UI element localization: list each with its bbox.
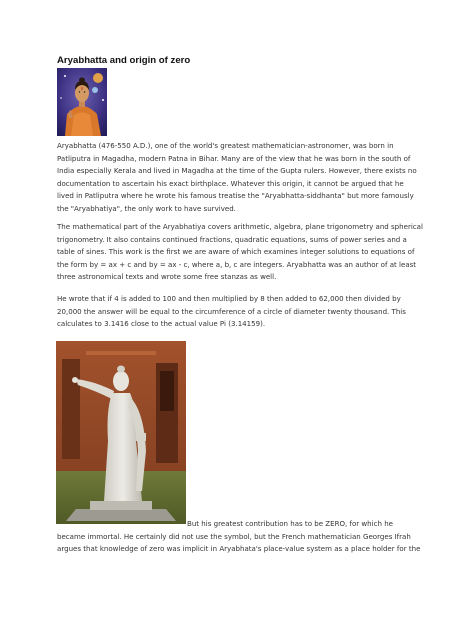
text-line: the form by = ax + c and by = ax - c, where a, b, c are integers. Aryabhatta was an author of at least bbox=[57, 259, 417, 269]
text-line: He wrote that if 4 is added to 100 and then multiplied by 8 then added to 62,000 then divided by bbox=[57, 294, 401, 303]
text-line: became immortal. He certainly did not use the symbol, but the French mathematician Georges Ifrah bbox=[57, 531, 411, 541]
paragraph-1 bbox=[57, 140, 422, 216]
text-line: But his greatest contribution has to be ZERO, for which he bbox=[187, 519, 393, 528]
paragraph-3 bbox=[57, 293, 422, 331]
text-line: table of sines. This work is the first we are aware of which examines integer solutions to equations of bbox=[57, 247, 415, 257]
text-line: calculates to 3.1416 close to the actual value Pi (3.14159). bbox=[57, 319, 266, 329]
page-title: Aryabhatta and origin of zero bbox=[57, 55, 191, 66]
text-line: Aryabhatta (476-550 A.D.), one of the world's greatest mathematician-astronomer, was born in bbox=[57, 141, 394, 150]
text-line: three astronomical texts and wrote some free stanzas as well. bbox=[57, 272, 277, 282]
text-line: lived in Patliputra where he wrote his famous treatise the "Aryabhatta-siddhanta" but more famously bbox=[57, 191, 414, 201]
paragraph-4 bbox=[57, 518, 422, 556]
text-line: Patliputra in Magadha, modern Patna in Bihar. Many are of the view that he was born in the south of bbox=[57, 153, 411, 163]
aryabhatta-portrait-image bbox=[57, 68, 107, 136]
text-line: the "Aryabhatiya", the only work to have survived. bbox=[57, 203, 236, 213]
aryabhatta-statue-image bbox=[56, 341, 186, 524]
text-line: documentation to ascertain his exact birthplace. Whatever this origin, it cannot be argued that he bbox=[57, 178, 404, 188]
text-line: The mathematical part of the Aryabhatiya covers arithmetic, algebra, plane trigonometry and spherical bbox=[57, 222, 423, 231]
paragraph-2 bbox=[57, 221, 422, 284]
text-line: trigonometry. It also contains continued fractions, quadratic equations, sums of power series and a bbox=[57, 234, 407, 244]
text-line: argues that knowledge of zero was implicit in Aryabhata's place-value system as a place holder for the bbox=[57, 544, 421, 554]
text-line: India especially Kerala and lived in Magadha at the time of the Gupta rulers. However, there exists no bbox=[57, 166, 417, 176]
text-line: 20,000 the answer will be equal to the circumference of a circle of diameter twenty thousand. This bbox=[57, 306, 406, 316]
